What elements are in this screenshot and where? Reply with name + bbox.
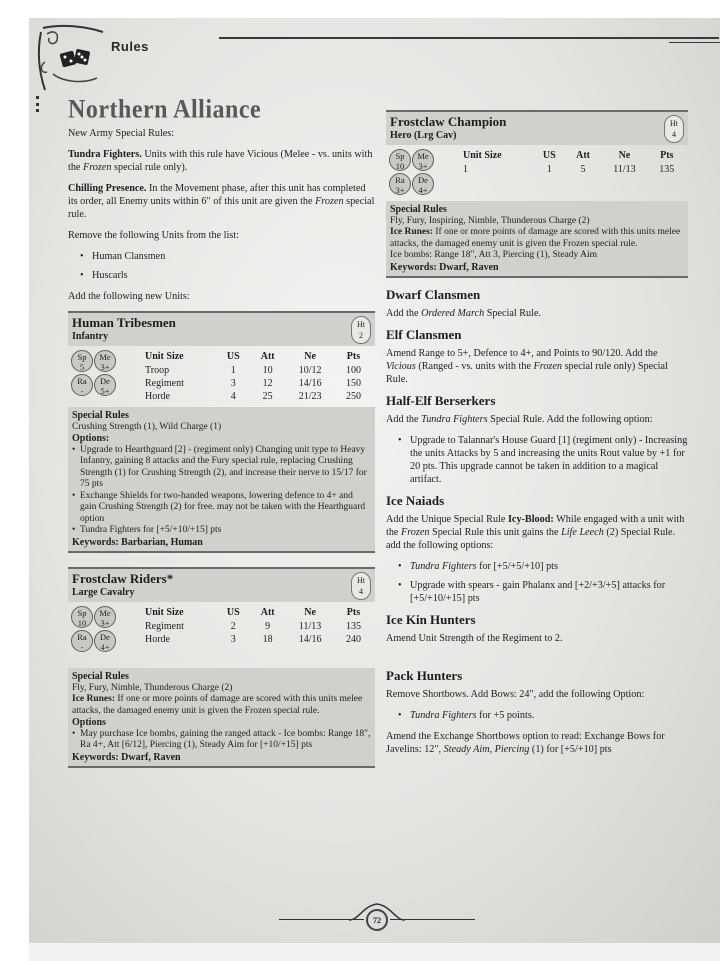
stat-ranged: Ra 3+	[389, 173, 411, 195]
page-number: 72	[366, 909, 388, 931]
ice-naiads-text: Add the Unique Special Rule Icy-Blood: While engaged with a unit with the Frozen Special Rule this unit gains the Life Leech (2) Special Rule. add the following options:	[386, 514, 685, 551]
section-label: Rules	[111, 39, 149, 54]
table-row: Horde 4 25 21/23 250	[145, 391, 361, 402]
removed-units-list	[68, 250, 375, 282]
stat-melee: Me 3+	[94, 606, 116, 628]
dice-ornament-icon	[33, 22, 113, 94]
stat-melee: Me 3+	[94, 350, 116, 372]
rule-tundra-fighters: Tundra Fighters. Units with this rule have Vicious (Melee - vs. units with the Frozen special rule only).	[68, 149, 373, 173]
unit-type: Large Cavalry	[72, 587, 135, 598]
list-item: • Tundra Fighters for [+5/+10/+15] pts	[72, 525, 371, 537]
intro-text: New Army Special Rules:	[68, 128, 175, 139]
list-item: • Exchange Shields for two-handed weapons, lowering defence to 4+ and gain Crushing Strength (2) for free. may not be taken with the Hearthguard option	[72, 491, 371, 526]
pack-hunters-options	[386, 709, 688, 722]
list-item: • Huscarls	[80, 269, 375, 282]
rule-chilling-presence: Chilling Presence. In the Movement phase, after this unit has completed its order, all Enemy units within 6" of this unit are given the Frozen special rule.	[68, 183, 375, 220]
rulebook-page	[29, 18, 720, 943]
unit-name: Frostclaw Champion	[390, 114, 507, 129]
unit-type: Infantry	[72, 331, 109, 342]
special-rules-box: Special Rules Fly, Fury, Nimble, Thunderous Charge (2) Ice Runes: If one or more points of damage are scored with this units melee attacks, the damaged enemy unit is given the Frozen special rule. Options • May purchase Ice bombs, gaining the ranged attack - Ice bombs: Range 18", Ra 4+, Att [6/12], Piercing (1), Steady Aim for [+10/+15] pts Keywords: Dwarf, Raven	[68, 668, 375, 766]
half-elf-text: Add the Tundra Fighters Special Rule. Add the following option:	[386, 414, 653, 425]
height-badge: Ht 4	[664, 115, 684, 143]
special-rules-box: Special Rules Crushing Strength (1), Wild Charge (1) Options: • Upgrade to Hearthguard [2] - (regiment only) Changing unit type to Heavy Infantry, gaining 8 attacks and the Fury special rule, replacing Crushing Strength (1) for Crushing Strength (2), and increase their nerve to 15/17 for 75 pts • Exchange Shields for two-handed weapons, lowering defence to 4+ and gain Crushing Strength (2) for free. may not be taken with the Hearthguard option • Tundra Fighters for [+5/+10/+15] pts Keywords: Barbarian, Human	[68, 407, 375, 551]
heading-ice-naiads: Ice Naiads	[386, 493, 445, 508]
dwarf-clansmen-text: Add the Ordered March Special Rule.	[386, 308, 542, 319]
stat-defence: De 5+	[94, 374, 116, 396]
unit-stats-table: Unit Size US Att Ne Pts Regiment 2 9 11/13 135 Horde 3 18 14/16 240	[141, 606, 372, 646]
stat-circles	[71, 350, 141, 403]
stat-circles	[71, 606, 141, 654]
bottom-strip	[29, 943, 720, 961]
list-item: • Human Clansmen	[80, 250, 375, 263]
faction-title: Northern Alliance	[68, 95, 262, 125]
add-units-text: Add the following new Units:	[68, 291, 190, 302]
pack-hunters-amend: Amend the Exchange Shortbows option to read: Exchange Bows for Javelins: 12", Steady Aim, Piercing (1) for [+5/+10] pts	[386, 731, 665, 755]
heading-ice-kin-hunters: Ice Kin Hunters	[386, 612, 476, 627]
margin-dots	[36, 96, 42, 112]
table-row: Horde 3 18 14/16 240	[145, 634, 361, 645]
right-column	[386, 110, 688, 764]
header-rule-end	[669, 42, 720, 43]
table-row: Regiment 3 12 14/16 150	[145, 378, 361, 389]
stat-speed: Sp 5	[71, 350, 93, 372]
stat-speed: Sp 10	[389, 149, 411, 171]
unit-type: Hero (Lrg Cav)	[390, 130, 457, 141]
table-row: Regiment 2 9 11/13 135	[145, 621, 361, 632]
stat-circles	[389, 149, 459, 197]
unit-stats-table: Unit Size US Att Ne Pts 1 1 5 11/13 135	[459, 149, 685, 176]
heading-elf-clansmen: Elf Clansmen	[386, 327, 462, 342]
stat-ranged: Ra -	[71, 374, 93, 396]
stat-speed: Sp 10	[71, 606, 93, 628]
list-item: • Upgrade to Hearthguard [2] - (regiment only) Changing unit type to Heavy Infantry, gaining 8 attacks and the Fury special rule, replacing Crushing Strength (1) for Crushing Strength (2), and increase their nerve to 15/17 for 75 pts	[72, 445, 371, 491]
left-column	[68, 95, 375, 778]
unit-name: Human Tribesmen	[72, 315, 176, 330]
remove-units-text: Remove the following Units from the list:	[68, 230, 239, 241]
unit-card-frostclaw-champion	[386, 110, 688, 278]
stat-melee: Me 3+	[412, 149, 434, 171]
unit-name: Frostclaw Riders*	[72, 571, 174, 586]
list-item: • Upgrade to Talannar's House Guard [1] (regiment only) - Increasing the units Attacks by 5 and increasing the units Rout value by +1 for 20 pts. This upgrade cannot be taken in addition to a magical artifact.	[398, 434, 688, 486]
heading-half-elf-berserkers: Half-Elf Berserkers	[386, 393, 496, 408]
half-elf-options	[386, 434, 688, 486]
ice-naiads-options	[386, 560, 688, 605]
heading-pack-hunters: Pack Hunters	[386, 668, 463, 683]
list-item: • Tundra Fighters for [+5/+5/+10] pts	[398, 560, 688, 573]
heading-dwarf-clansmen: Dwarf Clansmen	[386, 287, 481, 302]
list-item: • May purchase Ice bombs, gaining the ranged attack - Ice bombs: Range 18", Ra 4+, Att [6/12], Piercing (1), Steady Aim for [+10/+15] pts	[72, 729, 371, 752]
header-rule	[219, 37, 719, 39]
unit-card-frostclaw-riders	[68, 567, 375, 768]
table-row: Troop 1 10 10/12 100	[145, 365, 361, 376]
elf-clansmen-text: Amend Range to 5+, Defence to 4+, and Points to 90/120. Add the Vicious (Ranged - vs. units with the Frozen special rule only) Special Rule.	[386, 348, 668, 385]
unit-stats-table: Unit Size US Att Ne Pts Troop 1 10 10/12 100 Regiment 3 12 14/16 150 Horde 4 25 21/23 250	[141, 350, 372, 403]
unit-card-human-tribesmen	[68, 311, 375, 553]
list-item: • Upgrade with spears - gain Phalanx and [+2/+3/+5] attacks for [+5/+10/+15] pts	[398, 579, 688, 605]
special-rules-box: Special Rules Fly, Fury, Inspiring, Nimble, Thunderous Charge (2) Ice Runes: If one or more points of damage are scored with this units melee attacks, the damaged enemy unit is given the Frozen special rule. Ice bombs: Range 18", Att 3, Piercing (1), Steady Aim Keywords: Dwarf, Raven	[386, 201, 688, 276]
height-badge: Ht 2	[351, 316, 371, 344]
table-row: 1 1 5 11/13 135	[463, 164, 675, 175]
stat-defence: De 4+	[94, 630, 116, 652]
stat-defence: De 4+	[412, 173, 434, 195]
pack-hunters-text: Remove Shortbows. Add Bows: 24", add the following Option:	[386, 689, 645, 700]
stat-ranged: Ra -	[71, 630, 93, 652]
height-badge: Ht 4	[351, 572, 371, 600]
ice-kin-text: Amend Unit Strength of the Regiment to 2.	[386, 633, 563, 644]
list-item: • Tundra Fighters for +5 points.	[398, 709, 688, 722]
